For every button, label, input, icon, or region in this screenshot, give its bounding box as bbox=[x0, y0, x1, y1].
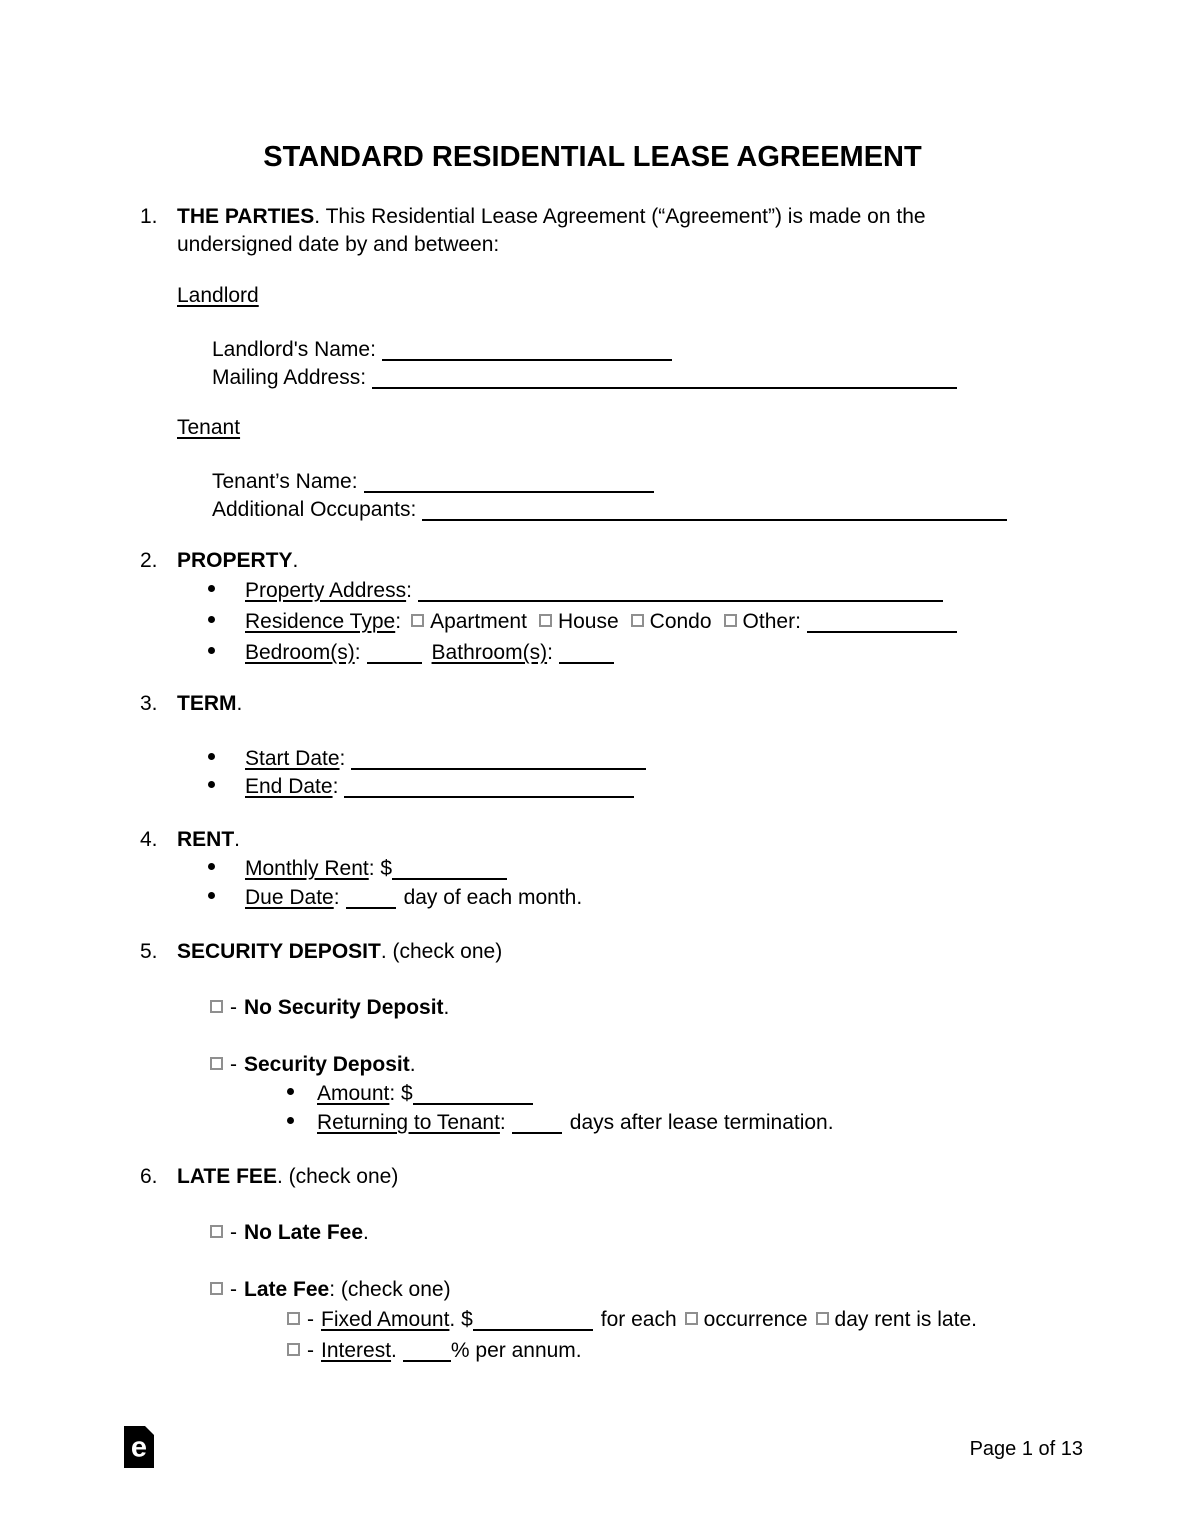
checkbox-house[interactable] bbox=[539, 614, 552, 627]
eforms-logo-letter: e bbox=[130, 1431, 148, 1464]
additional-occupants-blank[interactable] bbox=[422, 499, 1007, 521]
tenant-name-label: Tenant’s Name: bbox=[212, 470, 358, 493]
start-date-line: Start Date: bbox=[208, 745, 1045, 773]
due-date-suffix: day of each month. bbox=[403, 886, 583, 909]
section-security-deposit: 5. SECURITY DEPOSIT. (check one) bbox=[140, 938, 1045, 966]
section-late-fee: 6. LATE FEE. (check one) bbox=[140, 1163, 1045, 1191]
section-rent: 4. RENT. bbox=[140, 826, 1045, 854]
section-property: 2. PROPERTY. bbox=[140, 547, 1045, 575]
tenant-name-blank[interactable] bbox=[364, 471, 654, 493]
section-term: 3. TERM. bbox=[140, 690, 1045, 718]
returning-suffix: days after lease termination. bbox=[569, 1111, 834, 1134]
option-house-label: House bbox=[557, 610, 619, 633]
additional-occupants-line bbox=[212, 496, 1045, 524]
checkbox-no-late-fee[interactable] bbox=[210, 1225, 223, 1238]
section-number: 3. bbox=[140, 692, 158, 715]
document-title: STANDARD RESIDENTIAL LEASE AGREEMENT bbox=[263, 141, 922, 173]
returning-to-tenant-line: Returning to Tenant: days after lease termination. bbox=[287, 1108, 1045, 1137]
checkbox-occurrence[interactable] bbox=[685, 1312, 698, 1325]
monthly-rent-label: Monthly Rent bbox=[245, 857, 369, 880]
bedrooms-bathrooms-line: Bedroom(s): Bathroom(s): bbox=[208, 637, 1045, 668]
section-parties-heading: THE PARTIES bbox=[177, 205, 315, 228]
checkbox-condo[interactable] bbox=[631, 614, 644, 627]
fixed-amount-label: Fixed Amount bbox=[321, 1308, 450, 1331]
monthly-rent-line: Monthly Rent: $ bbox=[208, 854, 1045, 883]
deposit-amount-blank[interactable] bbox=[413, 1083, 533, 1105]
no-security-deposit-line: - No Security Deposit. bbox=[210, 994, 1045, 1022]
section-term-heading: TERM bbox=[177, 692, 237, 715]
mailing-address-label: Mailing Address: bbox=[212, 366, 367, 389]
bullet-icon bbox=[287, 1117, 294, 1124]
end-date-blank[interactable] bbox=[344, 776, 634, 798]
start-date-label: Start Date bbox=[245, 747, 340, 770]
deposit-amount-label: Amount bbox=[317, 1082, 390, 1105]
section-late-fee-heading: LATE FEE bbox=[177, 1165, 277, 1188]
interest-line: - Interest. % per annum. bbox=[287, 1335, 1045, 1366]
tenant-heading: Tenant bbox=[177, 416, 241, 439]
page-number: Page 1 of 13 bbox=[969, 1438, 1083, 1460]
landlord-name-blank[interactable] bbox=[382, 339, 672, 361]
bullet-icon bbox=[287, 1088, 294, 1095]
residence-type-line: Residence Type: Apartment House Condo Other: bbox=[208, 606, 1045, 637]
bullet-icon bbox=[208, 892, 215, 899]
bathrooms-label: Bathroom(s) bbox=[431, 641, 548, 664]
other-blank[interactable] bbox=[807, 611, 957, 633]
bathrooms-blank[interactable] bbox=[559, 642, 614, 664]
section-parties-text bbox=[177, 203, 1045, 259]
section-security-deposit-heading: SECURITY DEPOSIT bbox=[177, 940, 381, 963]
section-rent-heading: RENT bbox=[177, 828, 235, 851]
residence-type-label: Residence Type bbox=[245, 610, 396, 633]
bullet-icon bbox=[208, 781, 215, 788]
bedrooms-label: Bedroom(s) bbox=[245, 641, 355, 664]
no-late-fee-label: No Late Fee bbox=[244, 1221, 364, 1244]
security-deposit-line: - Security Deposit. bbox=[210, 1051, 1045, 1079]
end-date-line: End Date: bbox=[208, 773, 1045, 801]
interest-suffix: % per annum. bbox=[450, 1339, 582, 1362]
checkbox-apartment[interactable] bbox=[411, 614, 424, 627]
checkbox-interest[interactable] bbox=[287, 1343, 300, 1356]
bullet-icon bbox=[208, 585, 215, 592]
no-late-fee-line: - No Late Fee. bbox=[210, 1219, 1045, 1247]
fixed-amount-line: - Fixed Amount. $ for each occurrence day rent is late. bbox=[287, 1304, 1045, 1335]
option-apartment-label: Apartment bbox=[430, 610, 527, 633]
section-number: 5. bbox=[140, 940, 158, 963]
landlord-name-line bbox=[212, 336, 1045, 364]
property-address-line: Property Address: bbox=[208, 575, 1045, 606]
mailing-address-blank[interactable] bbox=[372, 367, 957, 389]
returning-to-tenant-label: Returning to Tenant bbox=[317, 1111, 500, 1134]
day-rent-late-label: day rent is late. bbox=[834, 1308, 977, 1331]
bullet-icon bbox=[208, 647, 215, 654]
due-date-blank[interactable] bbox=[346, 887, 396, 909]
bullet-icon bbox=[208, 753, 215, 760]
checkbox-no-security-deposit[interactable] bbox=[210, 1000, 223, 1013]
eforms-logo bbox=[124, 1426, 154, 1468]
start-date-blank[interactable] bbox=[351, 748, 646, 770]
property-address-label: Property Address bbox=[245, 579, 407, 602]
interest-label: Interest bbox=[321, 1339, 392, 1362]
section-number: 2. bbox=[140, 549, 158, 572]
mailing-address-line bbox=[212, 364, 1045, 392]
bullet-icon bbox=[208, 616, 215, 623]
checkbox-security-deposit[interactable] bbox=[210, 1057, 223, 1070]
section-parties bbox=[140, 203, 1045, 259]
section-number: 1. bbox=[140, 205, 158, 228]
checkbox-day-rent-late[interactable] bbox=[816, 1312, 829, 1325]
deposit-amount-line: Amount: $ bbox=[287, 1079, 1045, 1108]
late-fee-line: - Late Fee: (check one) bbox=[210, 1276, 1045, 1304]
section-property-heading: PROPERTY bbox=[177, 549, 293, 572]
late-fee-label: Late Fee bbox=[244, 1278, 330, 1301]
option-condo-label: Condo bbox=[649, 610, 712, 633]
landlord-name-label: Landlord's Name: bbox=[212, 338, 376, 361]
end-date-label: End Date bbox=[245, 775, 333, 798]
bedrooms-blank[interactable] bbox=[367, 642, 422, 664]
bullet-icon bbox=[208, 863, 215, 870]
fixed-amount-blank[interactable] bbox=[473, 1309, 593, 1331]
landlord-heading: Landlord bbox=[177, 284, 259, 307]
occurrence-label: occurrence bbox=[703, 1308, 808, 1331]
due-date-label: Due Date bbox=[245, 886, 334, 909]
section-number: 4. bbox=[140, 828, 158, 851]
checkbox-other[interactable] bbox=[724, 614, 737, 627]
interest-rate-blank[interactable] bbox=[403, 1340, 451, 1362]
no-security-deposit-label: No Security Deposit bbox=[244, 996, 444, 1019]
option-other-label: Other: bbox=[742, 610, 801, 633]
checkbox-fixed-amount[interactable] bbox=[287, 1312, 300, 1325]
property-address-blank[interactable] bbox=[418, 580, 943, 602]
tenant-name-line bbox=[212, 468, 1045, 496]
checkbox-late-fee[interactable] bbox=[210, 1282, 223, 1295]
additional-occupants-label: Additional Occupants: bbox=[212, 498, 417, 521]
section-parties-intro: . This Residential Lease Agreement (“Agreement”) is made on the undersigned date by and between: bbox=[177, 205, 926, 256]
due-date-line: Due Date: day of each month. bbox=[208, 883, 1045, 912]
page-fold-icon bbox=[145, 1426, 154, 1435]
section-number: 6. bbox=[140, 1165, 158, 1188]
monthly-rent-blank[interactable] bbox=[392, 858, 507, 880]
returning-days-blank[interactable] bbox=[512, 1112, 562, 1134]
security-deposit-label: Security Deposit bbox=[244, 1053, 410, 1076]
fixed-amount-mid: for each bbox=[600, 1308, 677, 1331]
